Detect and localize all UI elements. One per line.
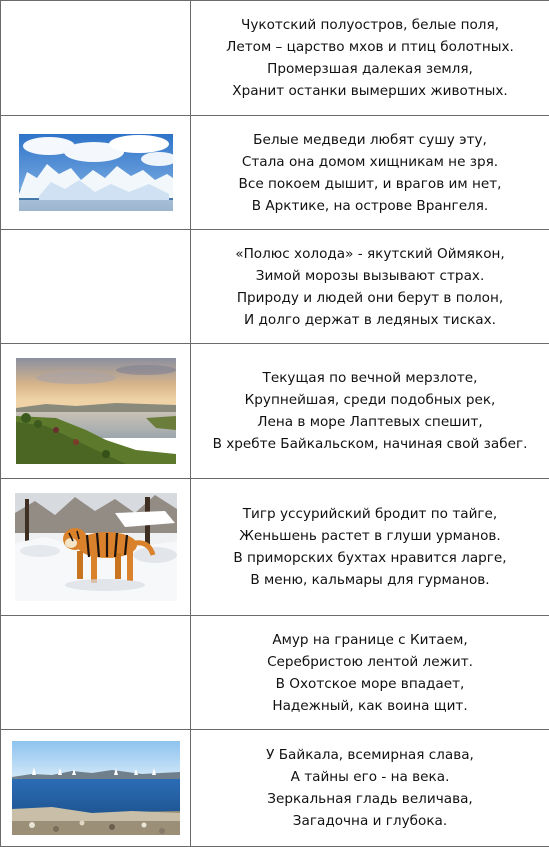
table-row [1,730,549,847]
stanza-line: Хранит останки вымерших животных. [232,83,508,99]
table-row [1,1,549,116]
stanza-line: Текущая по вечной мерзлоте, [262,370,478,386]
stanza-line: Крупнейшая, среди подобных рек, [244,392,496,408]
image-cell [1,479,191,616]
stanza-cell [191,230,549,344]
stanza-line: Промерзшая далекая земля, [267,61,473,77]
stanza-line: В хребте Байкальском, начиная свой забег. [212,436,528,452]
image-cell [1,116,191,230]
image-cell [1,344,191,479]
table-row [1,230,549,344]
baikal-lake-photo [12,741,180,835]
image-cell-empty [1,230,191,344]
stanza-cell [191,479,549,616]
arctic-icebergs-photo [19,134,173,211]
image-cell-empty [1,1,191,116]
stanza-line: Все покоем дышит, и врагов им нет, [238,175,502,192]
stanza-line: «Полюс холода» - якутский Оймякон, [235,245,505,262]
stanza-cell [191,344,549,479]
stanza-line: И долго держат в ледяных тисках. [244,311,496,328]
stanza-line: Летом – царство мхов и птиц болотных. [226,39,514,55]
lena-river-sunset-photo [16,358,176,464]
table-row [1,479,549,616]
stanza-line: Женьшень растет в глуши урманов. [239,528,501,544]
stanza-line: А тайны его - на века. [290,769,450,785]
stanza-cell [191,616,549,730]
table-row [1,344,549,479]
stanza-line: Стала она домом хищникам не зря. [241,153,499,170]
stanza-line: Амур на границе с Китаем, [272,631,468,648]
stanza-line: Серебристою лентой лежит. [267,653,473,670]
stanza-cell [191,1,549,116]
stanza-line: Лена в море Лаптевых спешит, [257,414,483,430]
stanza-line: В Охотское море впадает, [275,675,465,692]
stanza-line: Тигр уссурийский бродит по тайге, [242,506,498,522]
stanza-line: Чукотский полуостров, белые поля, [241,17,499,33]
image-cell [1,730,191,847]
stanza-cell [191,730,549,847]
stanza-line: Природу и людей они берут в полон, [236,289,504,306]
table-row [1,116,549,230]
stanza-line: Белые медведи любят сушу эту, [253,131,487,148]
table-row [1,616,549,730]
stanza-line: В Арктике, на острове Врангеля. [251,197,489,214]
stanza-line: У Байкала, всемирная слава, [266,747,474,763]
stanza-cell [191,116,549,230]
image-cell-empty [1,616,191,730]
stanza-line: В меню, кальмары для гурманов. [250,572,490,588]
stanza-line: В приморских бухтах нравится ларге, [233,550,507,566]
stanza-line: Зимой морозы вызывают страх. [255,267,485,284]
stanza-line: Загадочна и глубока. [292,813,448,829]
siberian-tiger-photo [15,493,177,601]
stanza-line: Зеркальная гладь величава, [267,791,473,807]
stanza-line: Надежный, как воина щит. [272,697,468,714]
